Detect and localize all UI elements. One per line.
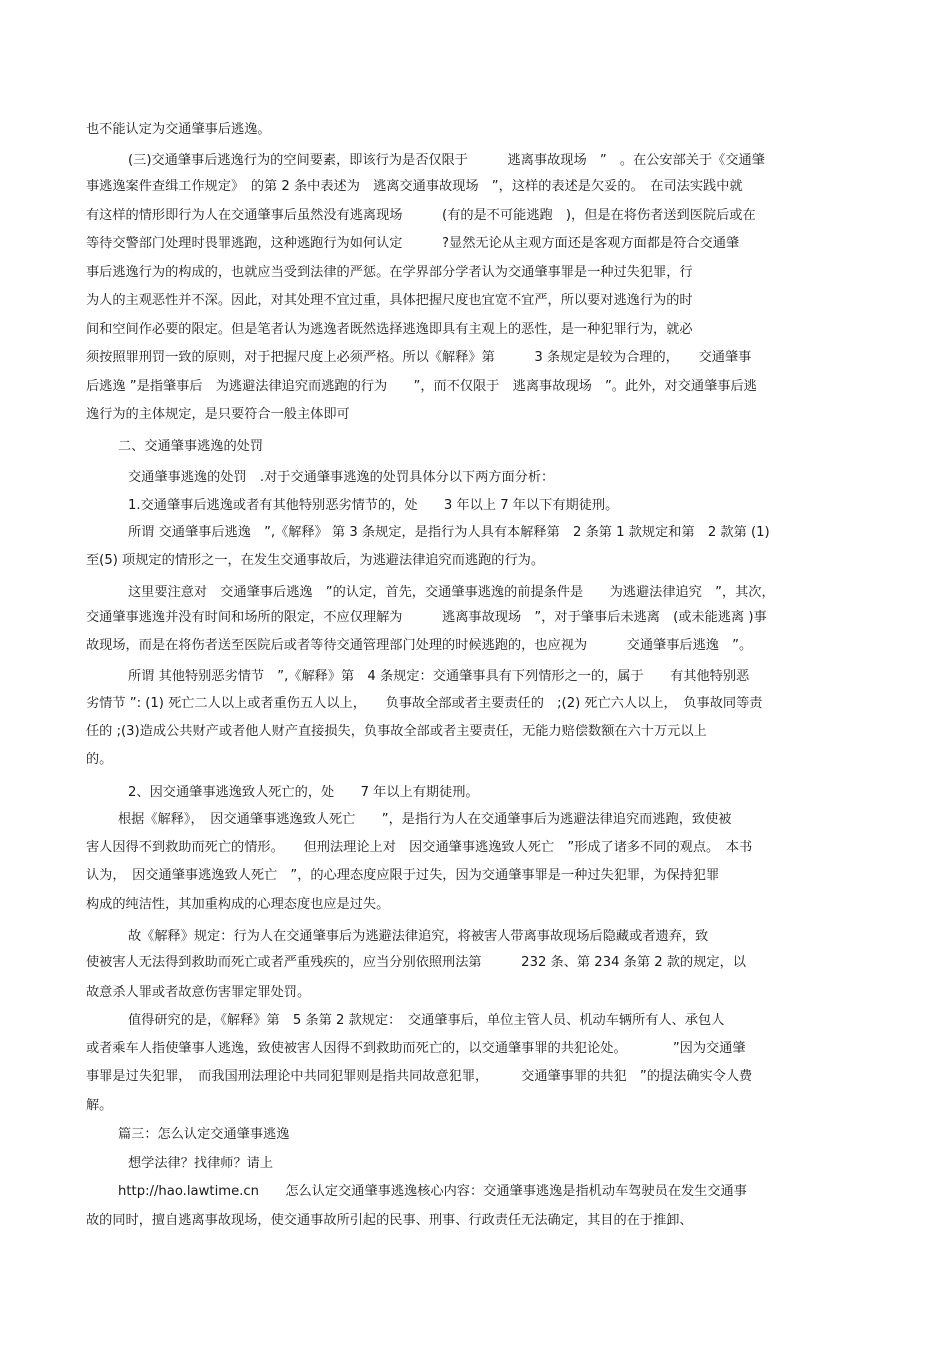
text-line: 劣情节 ”: (1) 死亡二人以上或者重伤五人以上， 负事故全部或者主要责任的 ;(2) 死亡六人以上， 负事故同等责 (86, 696, 763, 711)
section-heading: 二、交通肇事逃逸的处罚 (118, 439, 264, 454)
text-line: 根据《解释》， 因交通肇事逃逸致人死亡 ”，是指行为人在交通肇事后为逃避法律追究而逃跑，致使被 (118, 812, 732, 827)
text-line: 有这样的情形即行为人在交通肇事后虽然没有逃离现场 (有的是不可能逃跑 )，但是在将伤者送到医院后或在 (86, 208, 756, 223)
text-line: (三)交通肇事后逃逸行为的空间要素，即该行为是否仅限于 逃离事故现场 ” 。在公安部关于《交通肇 (128, 153, 765, 168)
text-line: 解。 (86, 1098, 113, 1113)
text-line: 2、因交通肇事逃逸致人死亡的，处 7 年以上有期徒刑。 (128, 785, 479, 800)
text-line: 害人因得不到救助而死亡的情形。 但刑法理论上对 因交通肇事逃逸致人死亡 ”形成了诸多不同的观点。 本书 (86, 840, 753, 855)
text-line: 间和空间作必要的限定。但是笔者认为逃逸者既然选择逃逸即具有主观上的恶性，是一种犯罪行为，就必 (86, 322, 693, 337)
text-line: 故《解释》规定：行为人在交通肇事后为逃避法律追究，将被害人带离事故现场后隐藏或者遗弃，致 (128, 929, 709, 944)
text-line: 故意杀人罪或者故意伤害罪定罪处罚。 (86, 985, 311, 1000)
text-line: 这里要注意对 交通肇事后逃逸 ”的认定，首先，交通肇事逃逸的前提条件是 为逃避法律追究 ”，其次， (128, 585, 775, 600)
text-line: 等待交警部门处理时畏罪逃跑，这种逃跑行为如何认定 ?显然无论从主观方面还是客观方面都是符合交通肇 (86, 236, 740, 251)
text-line: 或者乘车人指使肇事人逃逸，致使被害人因得不到救助而死亡的，以交通肇事罪的共犯论处。 ”因为交通肇 (86, 1041, 746, 1056)
text-line: 事逃逸案件查缉工作规定》 的第 2 条中表述为 逃离交通事故现场 ”，这样的表述是欠妥的。 在司法实践中就 (86, 179, 743, 194)
text-line: 交通肇事逃逸的处罚 .对于交通肇事逃逸的处罚具体分以下两方面分析： (128, 470, 555, 485)
text-line: 所谓 交通肇事后逃逸 ”,《解释》 第 3 条规定，是指行为人具有本解释第 2 条第 1 款规定和第 2 款第 (1) (128, 525, 770, 540)
text-line: 须按照罪刑罚一致的原则，对于把握尺度上必须严格。所以《解释》第 3 条规定是较为合理的， 交通肇事 (86, 350, 752, 365)
text-line: 为人的主观恶性并不深。因此，对其处理不宜过重，具体把握尺度也宜宽不宜严，所以要对逃逸行为的时 (86, 293, 693, 308)
text-line: http://hao.lawtime.cn 怎么认定交通肇事逃逸核心内容：交通肇事逃逸是指机动车驾驶员在发生交通事 (118, 1184, 747, 1199)
text-line: 故的同时，擅自逃离事故现场，使交通事故所引起的民事、刑事、行政责任无法确定，其目的在于推卸、 (86, 1213, 693, 1228)
text-line: 值得研究的是，《解释》第 5 条第 2 款规定： 交通肇事后，单位主管人员、机动车辆所有人、承包人 (128, 1013, 725, 1028)
text-line: 交通肇事逃逸并没有时间和场所的限定，不应仅理解为 逃离事故现场 ”，对于肇事后未逃离 (或未能逃离 )事 (86, 610, 767, 625)
text-line: 使被害人无法得到救助而死亡或者严重残疾的，应当分别依照刑法第 232 条、第 234 条第 2 款的规定，以 (86, 955, 746, 970)
text-line: 事罪是过失犯罪， 而我国刑法理论中共同犯罪则是指共同故意犯罪， 交通肇事罪的共犯 ”的提法确实令人费 (86, 1069, 753, 1084)
text-line: 事后逃逸行为的构成的，也就应当受到法律的严惩。在学界部分学者认为交通肇事罪是一种过失犯罪，行 (86, 265, 693, 280)
text-line: 也不能认定为交通肇事后逃逸。 (86, 122, 271, 137)
text-line: 所谓 其他特别恶劣情节 ”,《解释》第 4 条规定：交通肇事具有下列情形之一的，属于 有其他特别恶 (128, 669, 750, 684)
text-line: 后逃逸 ”是指肇事后 为逃避法律追究而逃跑的行为 ”，而不仅限于 逃离事故现场 ”。此外，对交通肇事后逃 (86, 379, 757, 394)
text-line: 任的 ;(3)造成公共财产或者他人财产直接损失，负事故全部或者主要责任，无能力赔偿数额在六十万元以上 (86, 724, 707, 739)
text-line: 认为， 因交通肇事逃逸致人死亡 ”，的心理态度应限于过失，因为交通肇事罪是一种过失犯罪，为保持犯罪 (86, 868, 720, 883)
text-line: 至(5) 项规定的情形之一，在发生交通事故后，为逃避法律追究而逃跑的行为。 (86, 553, 545, 568)
text-line: 的。 (86, 752, 113, 767)
section-heading: 篇三：怎么认定交通肇事逃逸 (118, 1127, 290, 1142)
text-line: 逸行为的主体规定，是只要符合一般主体即可 (86, 407, 350, 422)
text-line: 想学法律？找律师？请上 (128, 1156, 274, 1171)
text-line: 故现场，而是在将伤者送至医院后或者等待交通管理部门处理的时候逃跑的，也应视为 交通肇事后逃逸 ”。 (86, 638, 753, 653)
text-line: 1.交通肇事后逃逸或者有其他特别恶劣情节的，处 3 年以上 7 年以下有期徒刑。 (128, 498, 619, 513)
text-line: 构成的纯洁性，其加重构成的心理态度也应是过失。 (86, 897, 390, 912)
